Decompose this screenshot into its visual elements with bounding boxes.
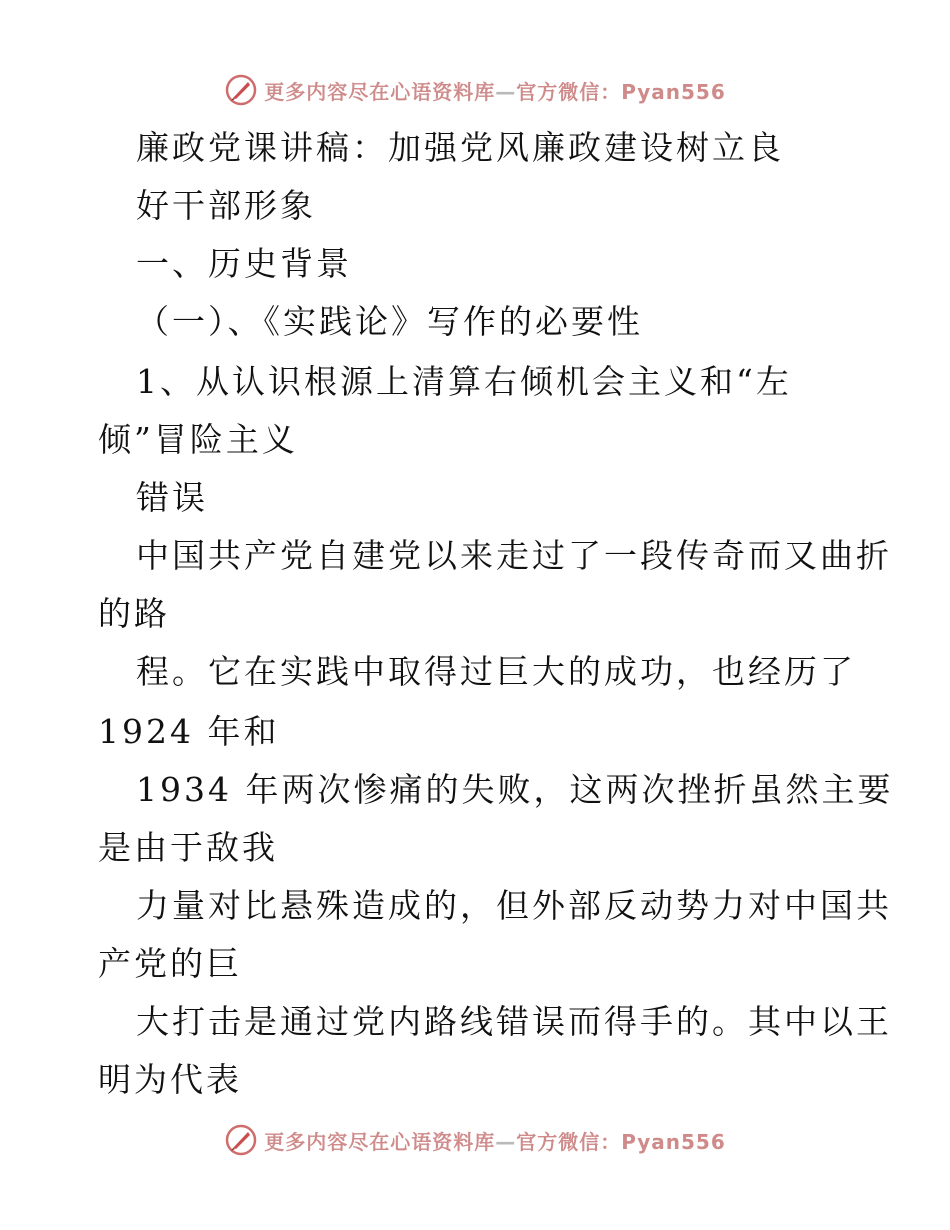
paragraph-line: 是由于敌我 bbox=[98, 828, 278, 867]
paragraph-line: 程。它在实践中取得过巨大的成功，也经历了 bbox=[136, 652, 856, 691]
paragraph-line: 倾”冒险主义 bbox=[98, 420, 298, 459]
quill-logo-icon bbox=[224, 1123, 258, 1157]
paragraph-line: 力量对比悬殊造成的，但外部反动势力对中国共 bbox=[136, 886, 892, 925]
quill-logo-icon bbox=[224, 73, 258, 107]
paragraph-line: 1924 年和 bbox=[98, 712, 280, 751]
paragraph-line: 产党的巨 bbox=[98, 944, 242, 983]
doc-title-line-1: 廉政党课讲稿：加强党风廉政建设树立良 bbox=[136, 128, 784, 167]
paragraph-line: 中国共产党自建党以来走过了一段传奇而又曲折 bbox=[136, 536, 892, 575]
watermark-text: 更多内容尽在心语资料库—官方微信：Pyan556 bbox=[264, 1129, 726, 1154]
subsection-heading: （一）、《实践论》写作的必要性 bbox=[136, 302, 643, 341]
doc-title-line-2: 好干部形象 bbox=[136, 186, 316, 225]
paragraph-line: 错误 bbox=[136, 478, 208, 517]
paragraph-line: 大打击是通过党内路线错误而得手的。其中以王 bbox=[136, 1002, 892, 1041]
section-heading: 一、历史背景 bbox=[136, 244, 352, 283]
paragraph-line: 明为代表 bbox=[98, 1060, 242, 1099]
paragraph-line: 1、从认识根源上清算右倾机会主义和“左 bbox=[136, 362, 792, 401]
watermark-text: 更多内容尽在心语资料库—官方微信：Pyan556 bbox=[264, 79, 726, 104]
paragraph-line: 的路 bbox=[98, 594, 170, 633]
paragraph-line: 1934 年两次惨痛的失败，这两次挫折虽然主要 bbox=[136, 770, 894, 809]
header-watermark bbox=[0, 70, 950, 110]
footer-watermark bbox=[0, 1120, 950, 1160]
